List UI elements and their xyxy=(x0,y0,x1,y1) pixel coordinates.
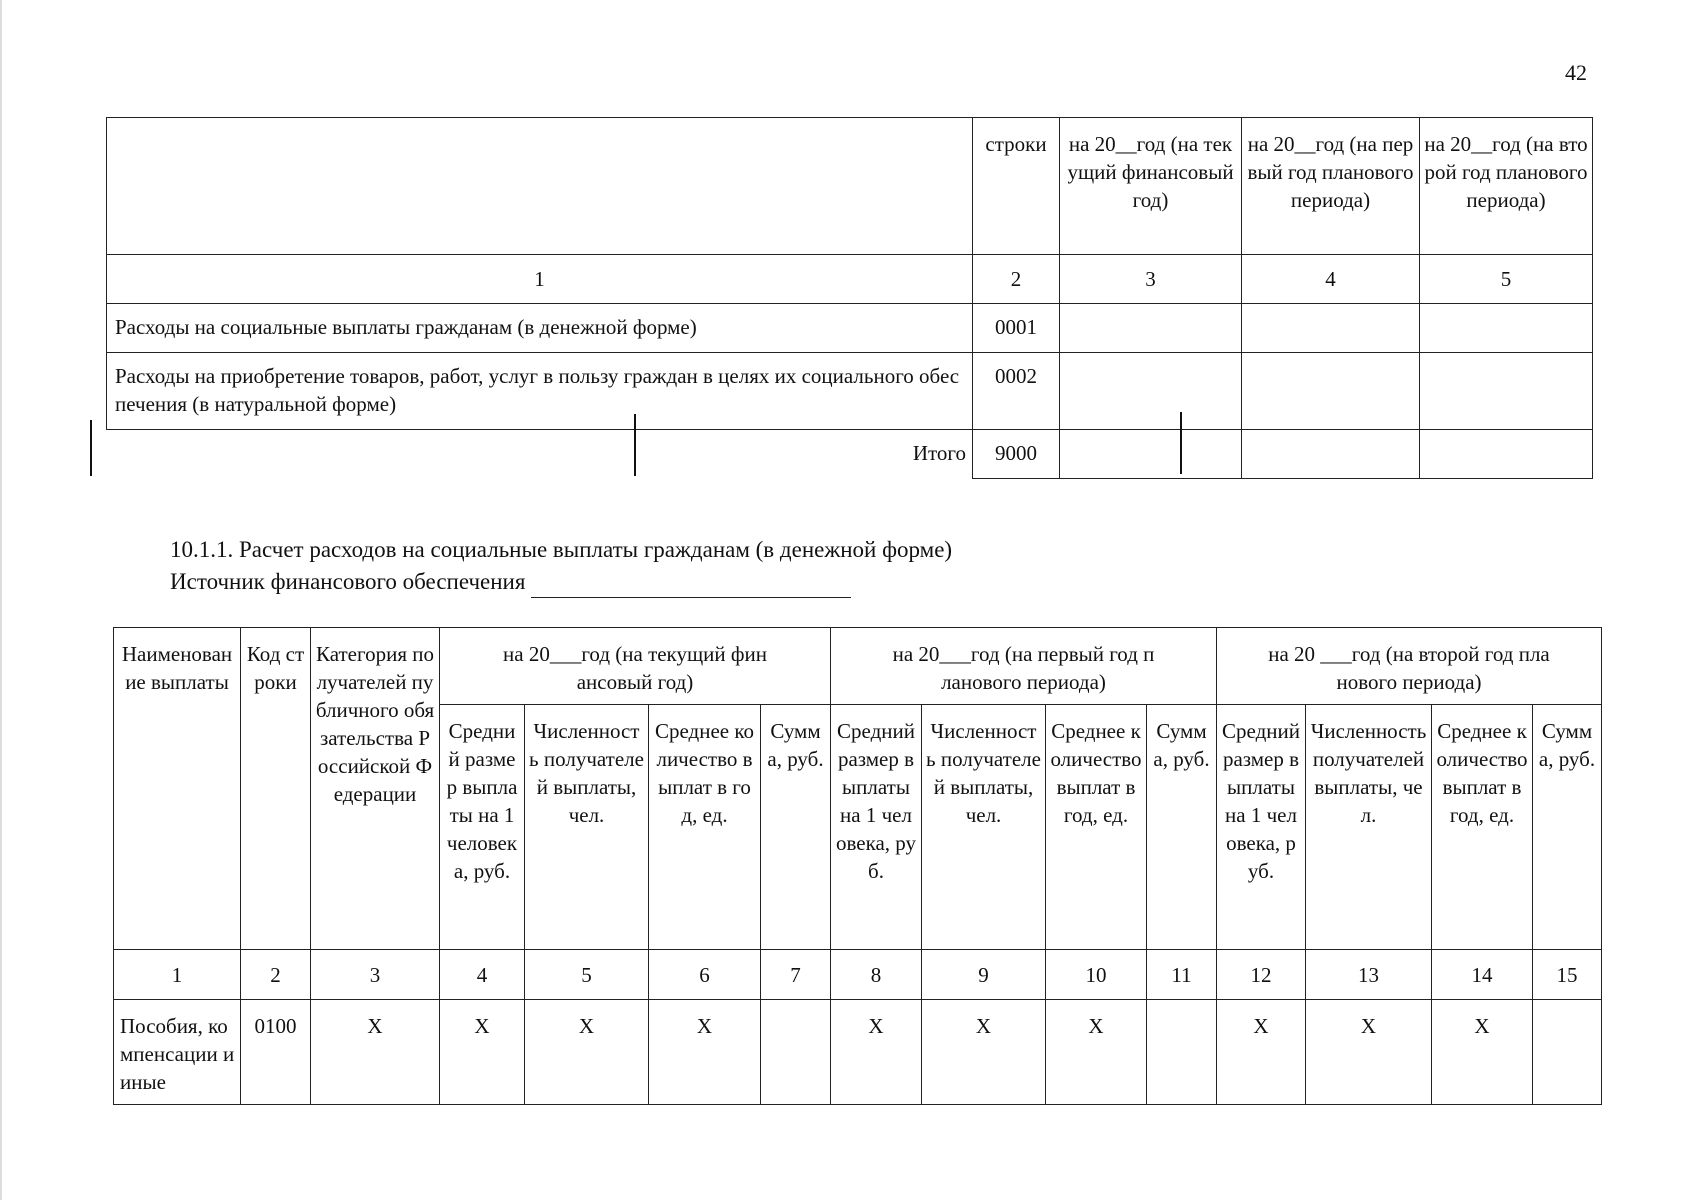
page-number: 42 xyxy=(1565,60,1587,85)
data-cell: Х xyxy=(1432,1000,1533,1105)
header-period-current: на 20___год (на текущий финансовый год) xyxy=(440,628,831,705)
funding-source-label: Источник финансового обеспечения xyxy=(170,569,526,594)
table2-index-cell: 15 xyxy=(1533,950,1602,1000)
table2-index-cell: 9 xyxy=(922,950,1046,1000)
table1-value-cell[interactable] xyxy=(1420,430,1593,479)
subheader-avg-qty: Среднее количество выплат в год, ед. xyxy=(1046,705,1147,950)
data-cell: Х xyxy=(1217,1000,1306,1105)
table1-value-cell[interactable] xyxy=(1060,353,1242,430)
table1-index-row xyxy=(107,255,1593,304)
table1-index-cell: 5 xyxy=(1420,255,1593,304)
table1-row-code: 0002 xyxy=(973,353,1060,430)
table2-index-cell: 14 xyxy=(1432,950,1533,1000)
funding-source-line xyxy=(170,566,952,598)
table1-value-cell[interactable] xyxy=(1060,304,1242,353)
section-title: 10.1.1. Расчет расходов на социальные выплаты гражданам (в денежной форме) xyxy=(170,537,953,562)
subheader-avg-size: Средний размер выплаты на 1 человека, руб. xyxy=(440,705,525,950)
table1-total-row xyxy=(107,430,1593,479)
table1-row-name: Расходы на приобретение товаров, работ, услуг в пользу граждан в целях их социального обеспечения (в натуральной форме) xyxy=(107,353,973,430)
table1-value-cell[interactable] xyxy=(1242,430,1420,479)
data-cell: Х xyxy=(311,1000,440,1105)
subheader-count: Численность получателей выплаты, чел. xyxy=(922,705,1046,950)
subheader-avg-qty: Среднее количество выплат в год, ед. xyxy=(1432,705,1533,950)
data-cell: Х xyxy=(1306,1000,1432,1105)
data-payment-name: Пособия, компенсации и иные xyxy=(114,1000,241,1105)
section-heading xyxy=(170,534,952,598)
table1-index-cell: 4 xyxy=(1242,255,1420,304)
table1-header-col1 xyxy=(107,118,973,255)
table2-index-cell: 1 xyxy=(114,950,241,1000)
table1-value-cell[interactable] xyxy=(1060,430,1242,479)
table2-header-row xyxy=(114,628,1602,705)
table1-header-period1: на 20__год (на текущий финансовый год) xyxy=(1060,118,1242,255)
table1-value-cell[interactable] xyxy=(1420,304,1593,353)
funding-source-field[interactable] xyxy=(531,575,851,598)
subheader-avg-size: Средний размер выплаты на 1 человека, руб. xyxy=(1217,705,1306,950)
scan-mark xyxy=(634,414,636,476)
payments-table xyxy=(113,627,1602,1105)
table1-value-cell[interactable] xyxy=(1242,304,1420,353)
data-cell: Х xyxy=(649,1000,761,1105)
header-row-code: Код строки xyxy=(241,628,311,950)
table2-index-cell: 2 xyxy=(241,950,311,1000)
summary-table xyxy=(106,117,1593,479)
scan-edge xyxy=(0,0,2,1200)
scan-mark xyxy=(1180,412,1182,474)
table1-header-row xyxy=(107,118,1593,255)
scan-mark xyxy=(90,420,92,476)
header-period-first: на 20___год (на первый год планового периода) xyxy=(831,628,1217,705)
table2-index-cell: 4 xyxy=(440,950,525,1000)
table2-index-row xyxy=(114,950,1602,1000)
data-cell: Х xyxy=(831,1000,922,1105)
table1-total-label: Итого xyxy=(107,430,973,479)
table1-value-cell[interactable] xyxy=(1242,353,1420,430)
table2-index-cell: 5 xyxy=(525,950,649,1000)
header-recipient-category: Категория получателей публичного обязательства Российской Федерации xyxy=(311,628,440,950)
table1-header-code: строки xyxy=(973,118,1060,255)
data-cell: Х xyxy=(525,1000,649,1105)
header-period-second: на 20 ___год (на второй год планового периода) xyxy=(1217,628,1602,705)
table1-total-code: 9000 xyxy=(973,430,1060,479)
subheader-sum: Сумма, руб. xyxy=(1147,705,1217,950)
table2-index-cell: 7 xyxy=(761,950,831,1000)
table2-index-cell: 3 xyxy=(311,950,440,1000)
table1-index-cell: 1 xyxy=(107,255,973,304)
header-payment-name: Наименование выплаты xyxy=(114,628,241,950)
data-cell[interactable] xyxy=(1147,1000,1217,1105)
subheader-avg-size: Средний размер выплаты на 1 человека, руб. xyxy=(831,705,922,950)
table1-row xyxy=(107,353,1593,430)
table1-value-cell[interactable] xyxy=(1420,353,1593,430)
data-cell[interactable] xyxy=(1533,1000,1602,1105)
table2-data-row xyxy=(114,1000,1602,1105)
subheader-avg-qty: Среднее количество выплат в год, ед. xyxy=(649,705,761,950)
table1-row-code: 0001 xyxy=(973,304,1060,353)
data-cell: Х xyxy=(922,1000,1046,1105)
table1-row xyxy=(107,304,1593,353)
data-row-code: 0100 xyxy=(241,1000,311,1105)
table2-index-cell: 12 xyxy=(1217,950,1306,1000)
table2-index-cell: 8 xyxy=(831,950,922,1000)
subheader-count: Численность получателей выплаты, чел. xyxy=(525,705,649,950)
table1-index-cell: 2 xyxy=(973,255,1060,304)
table2-index-cell: 10 xyxy=(1046,950,1147,1000)
table1-header-period2: на 20__год (на первый год планового периода) xyxy=(1242,118,1420,255)
subheader-sum: Сумма, руб. xyxy=(761,705,831,950)
subheader-sum: Сумма, руб. xyxy=(1533,705,1602,950)
table1-row-name: Расходы на социальные выплаты гражданам (в денежной форме) xyxy=(107,304,973,353)
data-cell: Х xyxy=(1046,1000,1147,1105)
table2-index-cell: 11 xyxy=(1147,950,1217,1000)
table2-index-cell: 6 xyxy=(649,950,761,1000)
table1-header-period3: на 20__год (на второй год планового периода) xyxy=(1420,118,1593,255)
data-cell: Х xyxy=(440,1000,525,1105)
table1-index-cell: 3 xyxy=(1060,255,1242,304)
table2-index-cell: 13 xyxy=(1306,950,1432,1000)
data-cell[interactable] xyxy=(761,1000,831,1105)
subheader-count: Численность получателей выплаты, чел. xyxy=(1306,705,1432,950)
